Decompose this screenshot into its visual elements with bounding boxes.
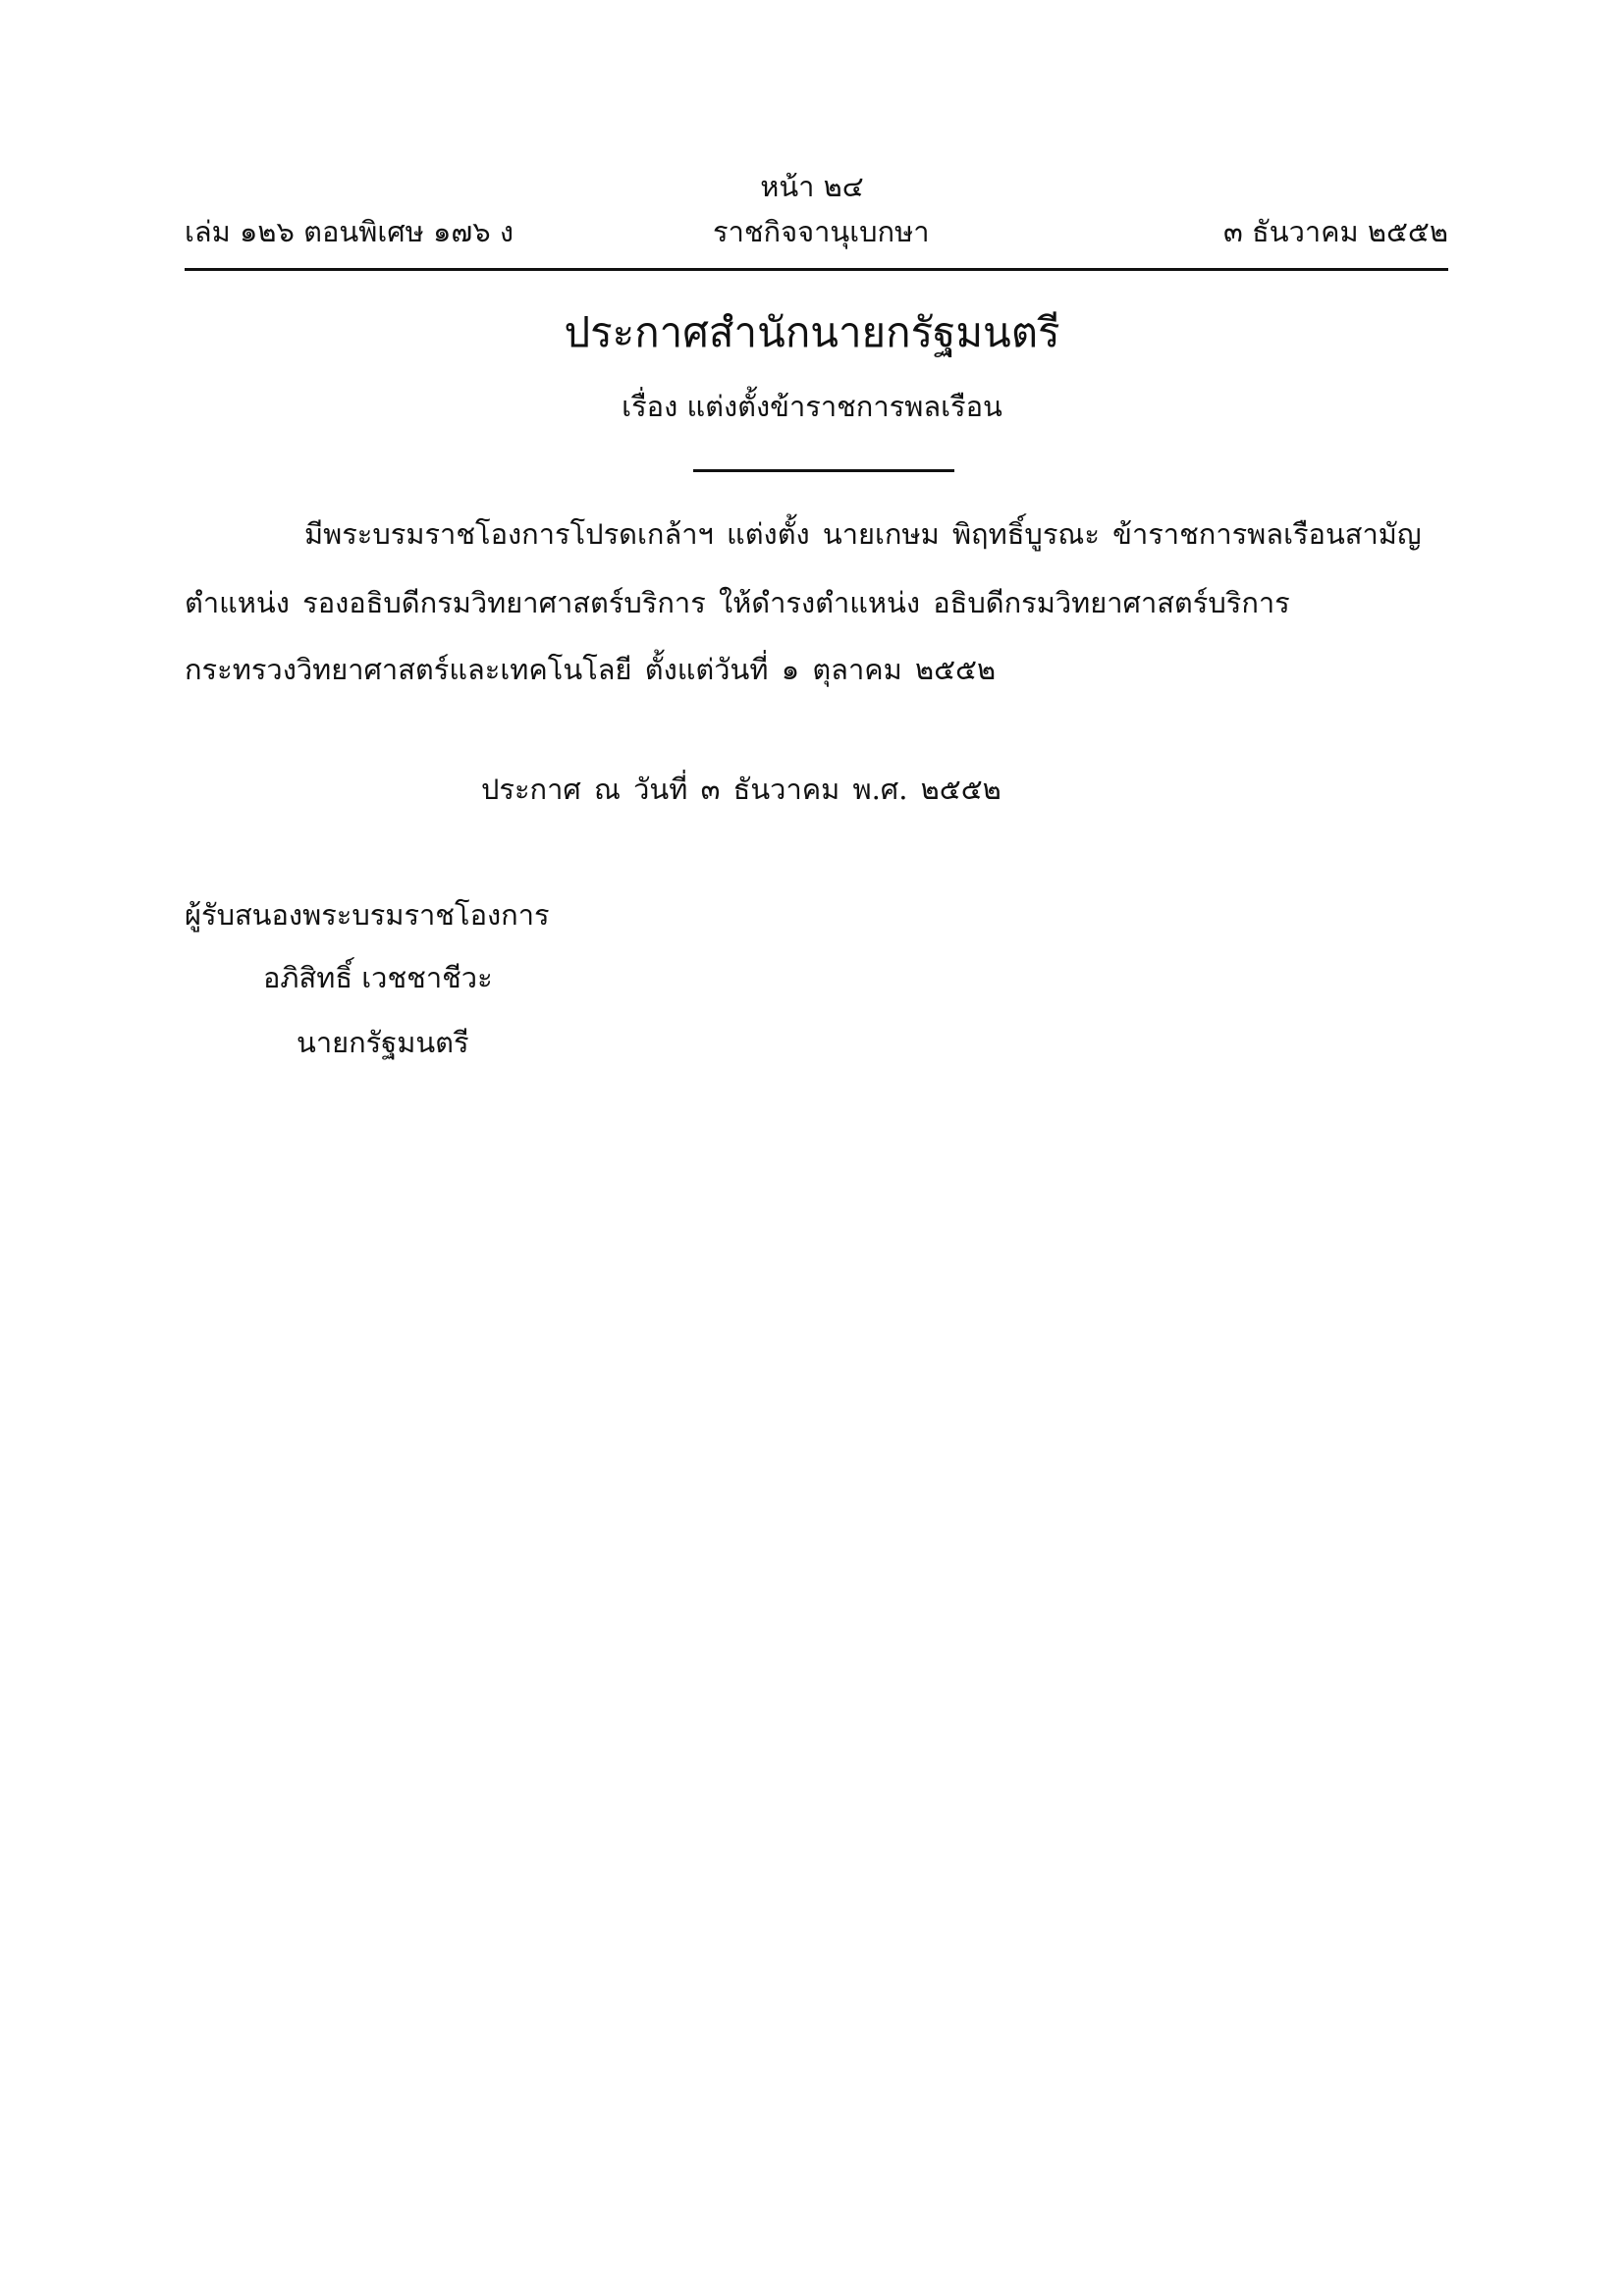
header-divider — [185, 268, 1448, 271]
gazette-date: ๓ ธันวาคม ๒๕๕๒ — [1223, 215, 1448, 248]
title-divider — [693, 469, 954, 472]
document-subject: เรื่อง แต่งตั้งข้าราชการพลเรือน — [622, 390, 1002, 423]
volume-info: เล่ม ๑๒๖ ตอนพิเศษ ๑๗๖ ง — [185, 215, 514, 248]
body-line: ตำแหน่ง รองอธิบดีกรมวิทยาศาสตร์บริการ ให้ดำรงตำแหน่ง อธิบดีกรมวิทยาศาสตร์บริการ — [185, 586, 1290, 619]
body-line: กระทรวงวิทยาศาสตร์และเทคโนโลยี ตั้งแต่วันที่ ๑ ตุลาคม ๒๕๕๒ — [185, 653, 997, 686]
body-line: มีพระบรมราชโองการโปรดเกล้าฯ แต่งตั้ง นายเกษม พิฤทธิ์บูรณะ ข้าราชการพลเรือนสามัญ — [304, 517, 1422, 551]
document-title: ประกาศสำนักนายกรัฐมนตรี — [564, 308, 1060, 356]
countersign-caption: ผู้รับสนองพระบรมราชโองการ — [185, 898, 550, 932]
signer-name: อภิสิทธิ์ เวชชาชีวะ — [263, 961, 493, 994]
gazette-header — [185, 215, 1448, 257]
announcement-date: ประกาศ ณ วันที่ ๓ ธันวาคม พ.ศ. ๒๕๕๒ — [481, 773, 1001, 806]
gazette-name: ราชกิจจานุเบกษา — [713, 215, 930, 248]
page-number: หน้า ๒๔ — [760, 170, 864, 203]
signer-position: นายกรัฐมนตรี — [297, 1026, 469, 1059]
